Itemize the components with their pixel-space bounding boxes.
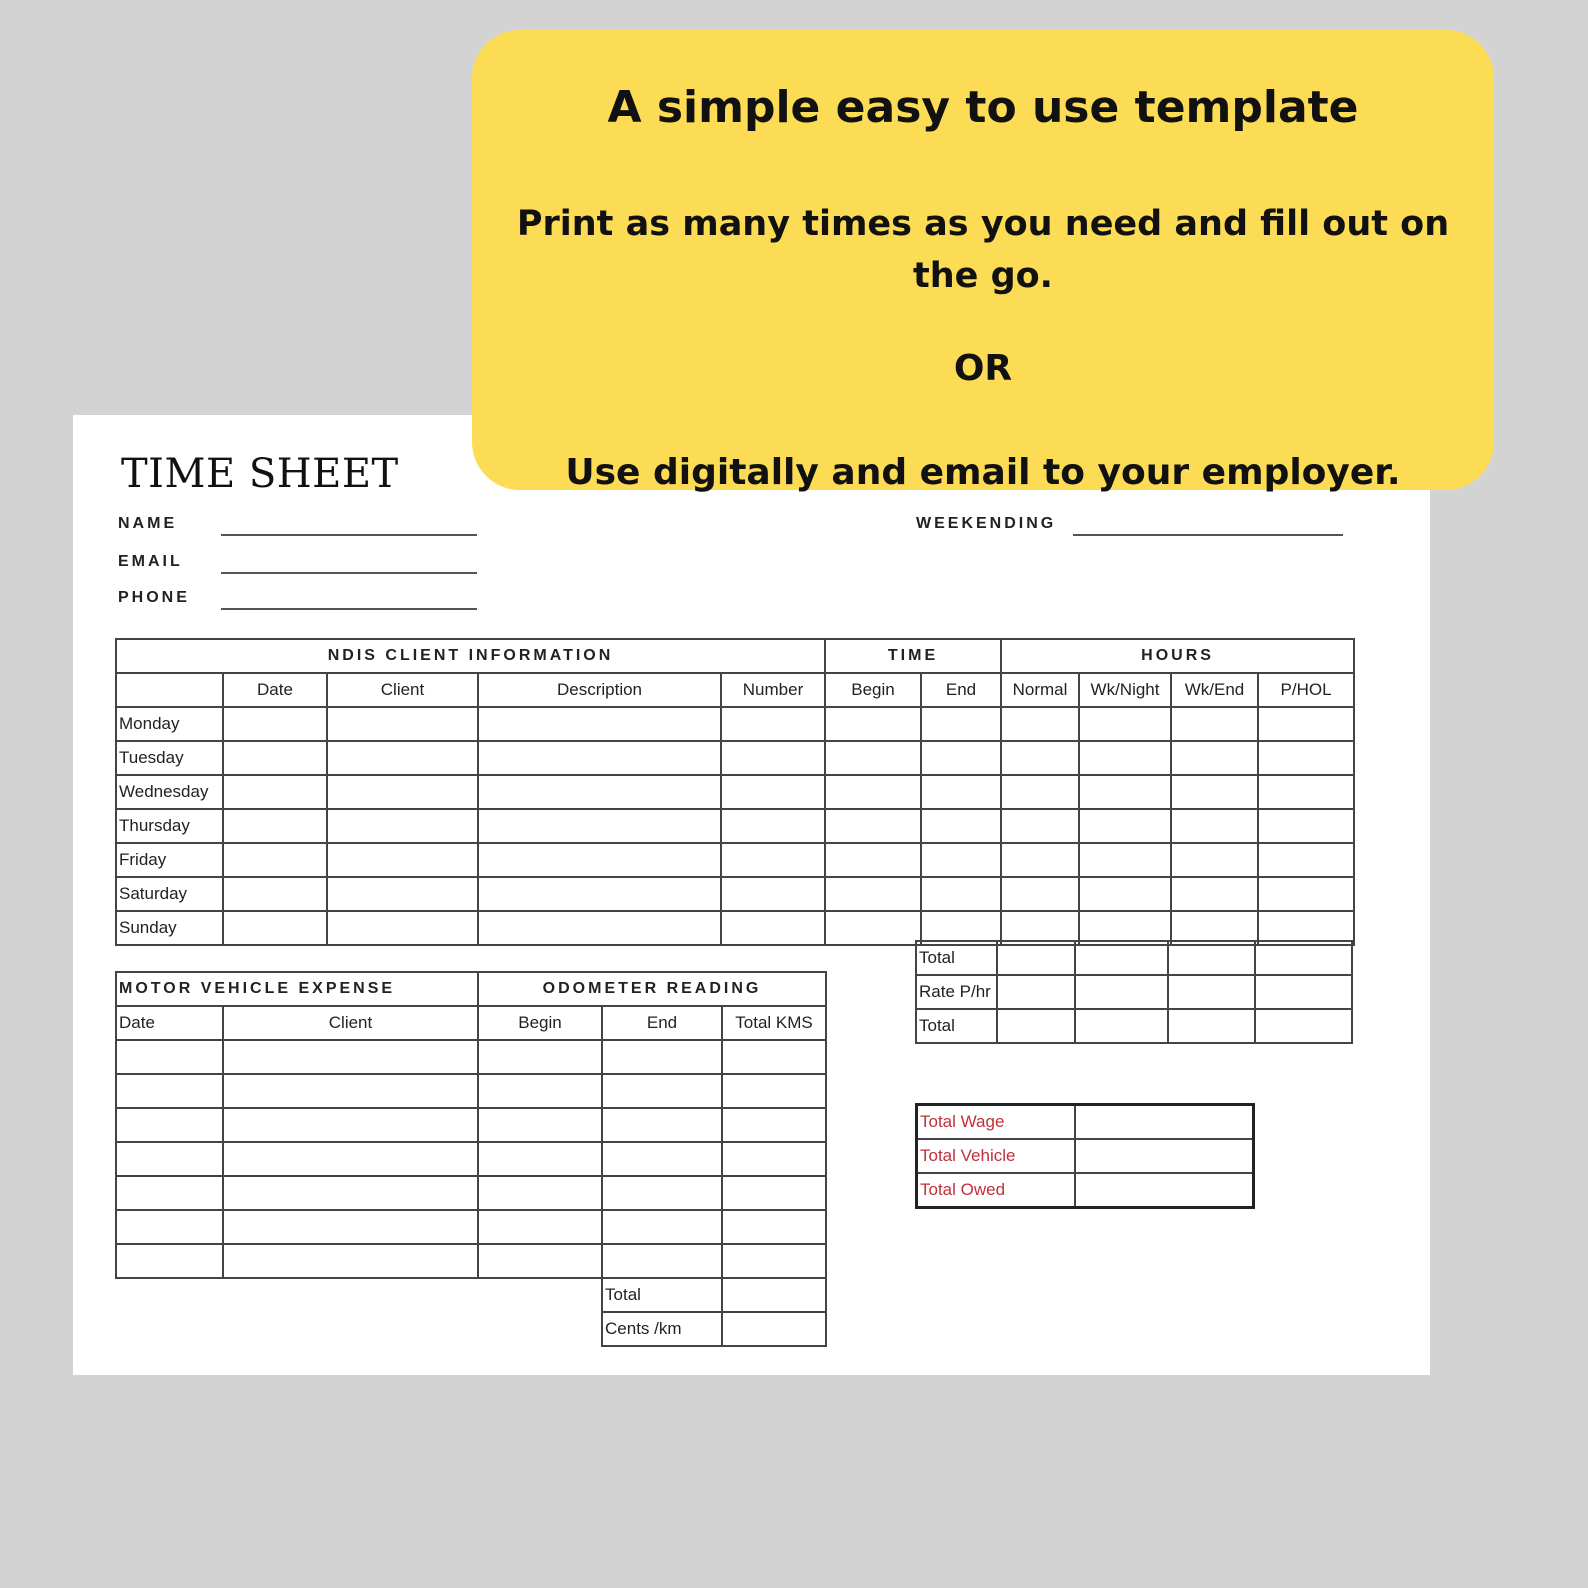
column-header: Wk/Night [1079,673,1171,707]
vehicle-expense-header: MOTOR VEHICLE EXPENSE [116,972,478,1006]
summary-cell[interactable] [1168,941,1256,975]
entry-cell[interactable] [1001,741,1079,775]
entry-cell[interactable] [1079,809,1171,843]
entry-cell[interactable] [721,877,825,911]
column-header: Client [327,673,478,707]
timesheet-page [73,415,1430,1375]
client-info-header: NDIS CLIENT INFORMATION [116,639,825,673]
entry-cell[interactable] [223,843,327,877]
entry-cell[interactable] [1001,707,1079,741]
vehicle-row [116,1108,826,1142]
vehicle-entry-cell[interactable] [602,1176,722,1210]
vehicle-row [116,1210,826,1244]
vehicle-entry-cell[interactable] [478,1040,602,1074]
entry-cell[interactable] [327,775,478,809]
vehicle-expense-table [115,971,827,1347]
vehicle-entry-cell[interactable] [478,1108,602,1142]
vehicle-row [116,1040,826,1074]
day-label: Thursday [116,809,223,843]
vehicle-entry-cell[interactable] [116,1074,223,1108]
day-label: Friday [116,843,223,877]
entry-cell[interactable] [223,707,327,741]
table-row [116,843,1354,877]
entry-cell[interactable] [825,707,921,741]
entry-cell[interactable] [1171,775,1258,809]
entry-cell[interactable] [478,775,721,809]
time-header: TIME [825,639,1001,673]
name-field[interactable] [221,534,477,536]
vehicle-entry-cell[interactable] [116,1142,223,1176]
vehicle-entry-cell[interactable] [722,1040,826,1074]
summary-cell[interactable] [1075,941,1168,975]
callout-line1: Print as many times as you need and fill out on the go. [516,204,1450,296]
table-row [116,809,1354,843]
vehicle-entry-cell[interactable] [602,1040,722,1074]
entry-cell[interactable] [721,707,825,741]
table-row [116,775,1354,809]
vehicle-entry-cell[interactable] [478,1176,602,1210]
vehicle-entry-cell[interactable] [116,1176,223,1210]
entry-cell[interactable] [1171,843,1258,877]
callout-headline: A simple easy to use template [607,82,1359,133]
vehicle-entry-cell[interactable] [116,1210,223,1244]
entry-cell[interactable] [825,877,921,911]
vehicle-entry-cell[interactable] [223,1210,478,1244]
column-header: Begin [825,673,921,707]
column-header: End [921,673,1001,707]
total-vehicle-label: Total Vehicle [917,1139,1075,1173]
total-vehicle-cell[interactable] [1075,1139,1254,1173]
entry-cell[interactable] [1258,775,1354,809]
hours-summary-table [915,940,1353,1044]
vehicle-entry-cell[interactable] [116,1108,223,1142]
vehicle-row [116,1176,826,1210]
vehicle-entry-cell[interactable] [478,1244,602,1278]
summary-row [916,941,1352,975]
entry-cell[interactable] [1258,843,1354,877]
total-owed-cell[interactable] [1075,1173,1254,1208]
entry-cell[interactable] [223,775,327,809]
name-label: NAME [118,515,178,532]
column-header: Description [478,673,721,707]
summary-cell[interactable] [1255,941,1352,975]
entry-cell[interactable] [1079,775,1171,809]
entry-cell[interactable] [921,843,1001,877]
vehicle-row [116,1142,826,1176]
entry-cell[interactable] [1258,741,1354,775]
entry-cell[interactable] [1171,707,1258,741]
vehicle-entry-cell[interactable] [602,1074,722,1108]
column-header: Date [116,1006,223,1040]
page-title: TIME SHEET [121,451,399,497]
phone-field[interactable] [221,608,477,610]
table-row [116,877,1354,911]
entry-cell[interactable] [327,877,478,911]
column-header: P/HOL [1258,673,1354,707]
vehicle-entry-cell[interactable] [602,1108,722,1142]
entry-cell[interactable] [478,843,721,877]
vehicle-entry-cell[interactable] [722,1244,826,1278]
summary-label: Total [916,941,997,975]
totals-box [915,1103,1255,1209]
entry-cell[interactable] [327,843,478,877]
entry-cell[interactable] [223,877,327,911]
entry-cell[interactable] [327,741,478,775]
entry-cell[interactable] [223,911,327,945]
vehicle-entry-cell[interactable] [722,1176,826,1210]
column-header: Client [223,1006,478,1040]
vehicle-row [116,1244,826,1278]
vehicle-entry-cell[interactable] [223,1176,478,1210]
vehicle-entry-cell[interactable] [223,1142,478,1176]
odometer-header: ODOMETER READING [478,972,826,1006]
table-row [116,741,1354,775]
timesheet-table [115,638,1355,946]
vehicle-entry-cell[interactable] [223,1108,478,1142]
summary-cell[interactable] [1255,1009,1352,1043]
entry-cell[interactable] [921,809,1001,843]
entry-cell[interactable] [921,775,1001,809]
summary-row [916,975,1352,1009]
entry-cell[interactable] [825,911,921,945]
entry-cell[interactable] [1001,775,1079,809]
info-callout [472,30,1494,493]
entry-cell[interactable] [1079,877,1171,911]
vehicle-entry-cell[interactable] [116,1040,223,1074]
entry-cell[interactable] [327,707,478,741]
total-wage-cell[interactable] [1075,1105,1254,1140]
vehicle-entry-cell[interactable] [602,1210,722,1244]
odometer-total-cell[interactable] [722,1278,826,1312]
entry-cell[interactable] [1079,843,1171,877]
entry-cell[interactable] [1001,877,1079,911]
vehicle-entry-cell[interactable] [722,1210,826,1244]
vehicle-entry-cell[interactable] [478,1074,602,1108]
summary-label: Rate P/hr [916,975,997,1009]
vehicle-entry-cell[interactable] [602,1142,722,1176]
entry-cell[interactable] [1171,809,1258,843]
summary-label: Total [916,1009,997,1043]
total-owed-label: Total Owed [917,1173,1075,1208]
entry-cell[interactable] [1079,741,1171,775]
entry-cell[interactable] [327,809,478,843]
entry-cell[interactable] [478,809,721,843]
summary-cell[interactable] [1255,975,1352,1009]
entry-cell[interactable] [478,911,721,945]
email-label: EMAIL [118,553,183,570]
entry-cell[interactable] [825,775,921,809]
hours-header: HOURS [1001,639,1354,673]
entry-cell[interactable] [478,877,721,911]
vehicle-entry-cell[interactable] [478,1210,602,1244]
day-label: Monday [116,707,223,741]
column-header: Begin [478,1006,602,1040]
column-header: Date [223,673,327,707]
vehicle-entry-cell[interactable] [223,1074,478,1108]
entry-cell[interactable] [921,707,1001,741]
vehicle-entry-cell[interactable] [223,1040,478,1074]
day-label: Sunday [116,911,223,945]
summary-cell[interactable] [1168,975,1256,1009]
entry-cell[interactable] [921,741,1001,775]
entry-cell[interactable] [721,911,825,945]
entry-cell[interactable] [1079,707,1171,741]
summary-cell[interactable] [1168,1009,1256,1043]
summary-cell[interactable] [1075,975,1168,1009]
entry-cell[interactable] [1171,877,1258,911]
phone-label: PHONE [118,589,190,606]
day-label: Saturday [116,877,223,911]
entry-cell[interactable] [1258,707,1354,741]
entry-cell[interactable] [223,741,327,775]
column-header: End [602,1006,722,1040]
entry-cell[interactable] [1258,809,1354,843]
entry-cell[interactable] [1258,877,1354,911]
entry-cell[interactable] [825,809,921,843]
column-header: Total KMS [722,1006,826,1040]
column-header: Normal [1001,673,1079,707]
entry-cell[interactable] [825,843,921,877]
entry-cell[interactable] [327,911,478,945]
summary-cell[interactable] [997,941,1076,975]
entry-cell[interactable] [721,809,825,843]
vehicle-entry-cell[interactable] [722,1074,826,1108]
vehicle-entry-cell[interactable] [223,1244,478,1278]
cents-per-km-label: Cents /km [602,1312,722,1346]
callout-or: OR [953,348,1013,389]
summary-row [916,1009,1352,1043]
entry-cell[interactable] [921,877,1001,911]
entry-cell[interactable] [1171,741,1258,775]
total-wage-label: Total Wage [917,1105,1075,1140]
vehicle-entry-cell[interactable] [116,1244,223,1278]
entry-cell[interactable] [223,809,327,843]
email-field[interactable] [221,572,477,574]
day-label: Wednesday [116,775,223,809]
weekending-field[interactable] [1073,534,1343,536]
vehicle-entry-cell[interactable] [722,1142,826,1176]
vehicle-row [116,1074,826,1108]
corner-cell [116,673,223,707]
odometer-total-label: Total [602,1278,722,1312]
vehicle-entry-cell[interactable] [478,1142,602,1176]
column-header: Wk/End [1171,673,1258,707]
entry-cell[interactable] [478,707,721,741]
table-row [116,707,1354,741]
vehicle-entry-cell[interactable] [722,1108,826,1142]
entry-cell[interactable] [1001,809,1079,843]
cents-per-km-cell[interactable] [722,1312,826,1346]
entry-cell[interactable] [721,843,825,877]
day-label: Tuesday [116,741,223,775]
weekending-label: WEEKENDING [916,515,1057,532]
column-header: Number [721,673,825,707]
entry-cell[interactable] [825,741,921,775]
summary-cell[interactable] [1075,1009,1168,1043]
vehicle-entry-cell[interactable] [602,1244,722,1278]
entry-cell[interactable] [478,741,721,775]
callout-line2: Use digitally and email to your employer. [565,452,1401,493]
entry-cell[interactable] [1001,843,1079,877]
summary-cell[interactable] [997,1009,1076,1043]
entry-cell[interactable] [721,775,825,809]
summary-cell[interactable] [997,975,1076,1009]
entry-cell[interactable] [721,741,825,775]
